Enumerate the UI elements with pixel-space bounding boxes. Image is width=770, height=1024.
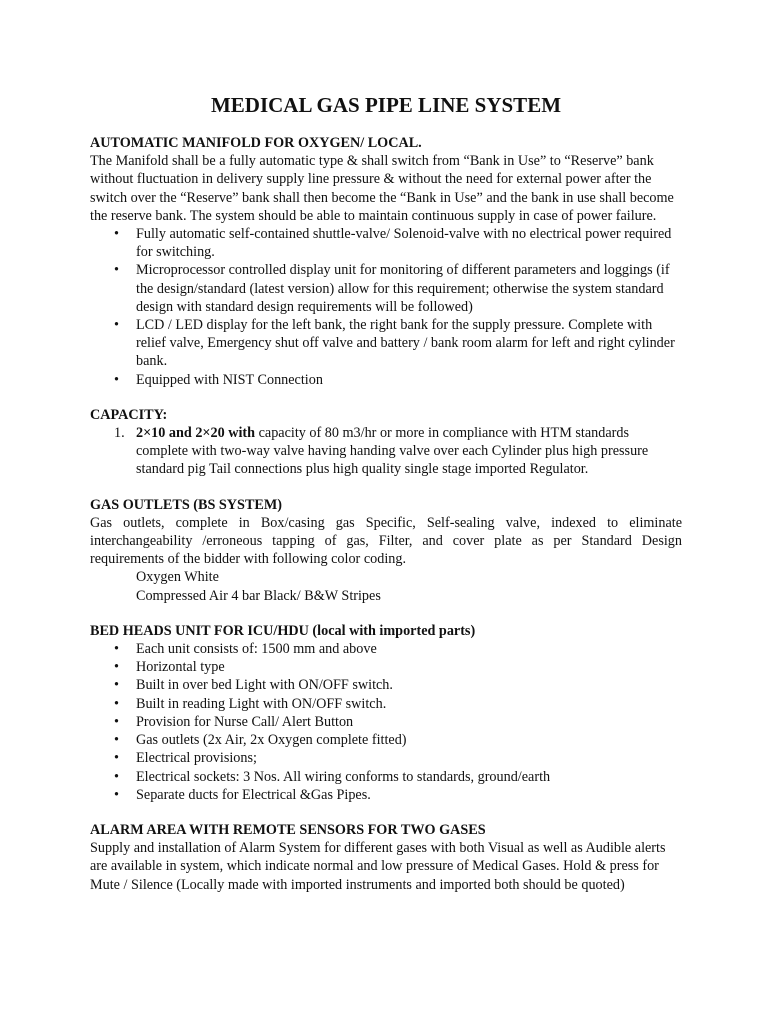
gas-outlets-section bbox=[90, 496, 682, 605]
list-item-text: Horizontal type bbox=[136, 659, 225, 676]
capacity-item-text: capacity of 80 m3/hr or more in compliance with HTM standards complete with two-way valve having handing valve over each Cylinder plus high pressure standard pig Tail connections plus high quality single stage imported Regulator. bbox=[136, 425, 649, 478]
list-item-text: LCD / LED display for the left bank, the right bank for the supply pressure. Complete with relief valve, Emergency shut off valve and battery / bank room alarm for left and right cylinder bank. bbox=[136, 317, 675, 370]
list-item-text: Electrical provisions; bbox=[136, 750, 257, 767]
list-item bbox=[90, 713, 682, 731]
list-item bbox=[90, 676, 682, 694]
color-code-air: Compressed Air 4 bar Black/ B&W Stripes bbox=[136, 587, 381, 604]
alarm-heading: ALARM AREA WITH REMOTE SENSORS FOR TWO GASES bbox=[90, 821, 486, 838]
gas-outlets-heading: GAS OUTLETS (BS SYSTEM) bbox=[90, 496, 282, 513]
bullet-icon: • bbox=[114, 641, 119, 658]
gas-outlets-paragraph: Gas outlets, complete in Box/casing gas Specific, Self-sealing valve, indexed to eliminate interchangeability /erroneous tapping of gas, Filter, and cover plate as per Standard Design requirements of the bidder with following color coding. bbox=[90, 514, 682, 568]
capacity-section bbox=[90, 406, 682, 479]
bullet-icon: • bbox=[114, 317, 119, 334]
list-item bbox=[90, 640, 682, 658]
page-title: MEDICAL GAS PIPE LINE SYSTEM bbox=[210, 93, 562, 117]
list-item-text: Gas outlets (2x Air, 2x Oxygen complete fitted) bbox=[136, 732, 407, 749]
list-item-text: Built in over bed Light with ON/OFF switch. bbox=[136, 677, 393, 694]
list-item bbox=[90, 316, 682, 371]
list-item bbox=[90, 749, 682, 767]
list-item-text: Microprocessor controlled display unit for monitoring of different parameters and loggings (if the design/standard (latest version) allow for this requirement; otherwise the system standard design with standard design requirements will be followed) bbox=[136, 262, 670, 315]
alarm-paragraph: Supply and installation of Alarm System for different gases with both Visual as well as Audible alerts are available in system, which indicate normal and low pressure of Medical Gases. Hold & press for Mute / Silence (Locally made with imported instruments and imported both should be quoted) bbox=[90, 840, 666, 893]
bullet-icon: • bbox=[114, 713, 119, 730]
bed-heads-section bbox=[90, 622, 682, 804]
list-item-text: Each unit consists of: 1500 mm and above bbox=[136, 641, 377, 658]
list-item bbox=[90, 768, 682, 786]
list-item bbox=[90, 261, 682, 316]
bullet-icon: • bbox=[114, 768, 119, 785]
document-page bbox=[90, 92, 682, 894]
bed-heads-heading: BED HEADS UNIT FOR ICU/HDU (local with imported parts) bbox=[90, 622, 476, 639]
list-item-text: Fully automatic self-contained shuttle-valve/ Solenoid-valve with no electrical power required for switching. bbox=[136, 226, 672, 261]
list-item bbox=[90, 424, 682, 479]
list-item bbox=[90, 225, 682, 261]
list-item-text: Built in reading Light with ON/OFF switch. bbox=[136, 695, 387, 712]
color-code-oxygen: Oxygen White bbox=[136, 569, 219, 586]
bullet-icon: • bbox=[114, 226, 119, 243]
list-number: 1. bbox=[114, 425, 125, 442]
bullet-icon: • bbox=[114, 750, 119, 767]
capacity-heading: CAPACITY: bbox=[90, 406, 168, 423]
list-item bbox=[90, 371, 682, 389]
list-item-text: Separate ducts for Electrical &Gas Pipes. bbox=[136, 786, 371, 803]
list-item bbox=[90, 695, 682, 713]
bullet-icon: • bbox=[114, 786, 119, 803]
alarm-section bbox=[90, 821, 682, 894]
list-item-text: Provision for Nurse Call/ Alert Button bbox=[136, 713, 354, 730]
list-item bbox=[90, 658, 682, 676]
list-item bbox=[90, 731, 682, 749]
bullet-icon: • bbox=[114, 732, 119, 749]
manifold-paragraph: The Manifold shall be a fully automatic type & shall switch from “Bank in Use” to “Reserve” bank without fluctuation in delivery supply line pressure & without the need for external power after the switch over the “Reserve” bank shall then become the “Bank in Use” and the bank in use shall become the reserve bank. The system should be able to maintain continuous supply in case of power failure. bbox=[90, 153, 674, 224]
bullet-icon: • bbox=[114, 659, 119, 676]
manifold-section bbox=[90, 134, 682, 389]
list-item-text: Equipped with NIST Connection bbox=[136, 371, 323, 388]
bullet-icon: • bbox=[114, 695, 119, 712]
bullet-icon: • bbox=[114, 677, 119, 694]
manifold-bullet-list bbox=[90, 225, 682, 389]
list-item-text: Electrical sockets: 3 Nos. All wiring conforms to standards, ground/earth bbox=[136, 768, 551, 785]
bed-heads-bullet-list bbox=[90, 640, 682, 804]
bullet-icon: • bbox=[114, 371, 119, 388]
list-item bbox=[90, 786, 682, 804]
capacity-bold-text: 2×10 and 2×20 with bbox=[136, 425, 256, 442]
manifold-heading: AUTOMATIC MANIFOLD FOR OXYGEN/ LOCAL. bbox=[90, 135, 422, 151]
bullet-icon: • bbox=[114, 262, 119, 279]
capacity-numbered-list bbox=[90, 424, 682, 479]
